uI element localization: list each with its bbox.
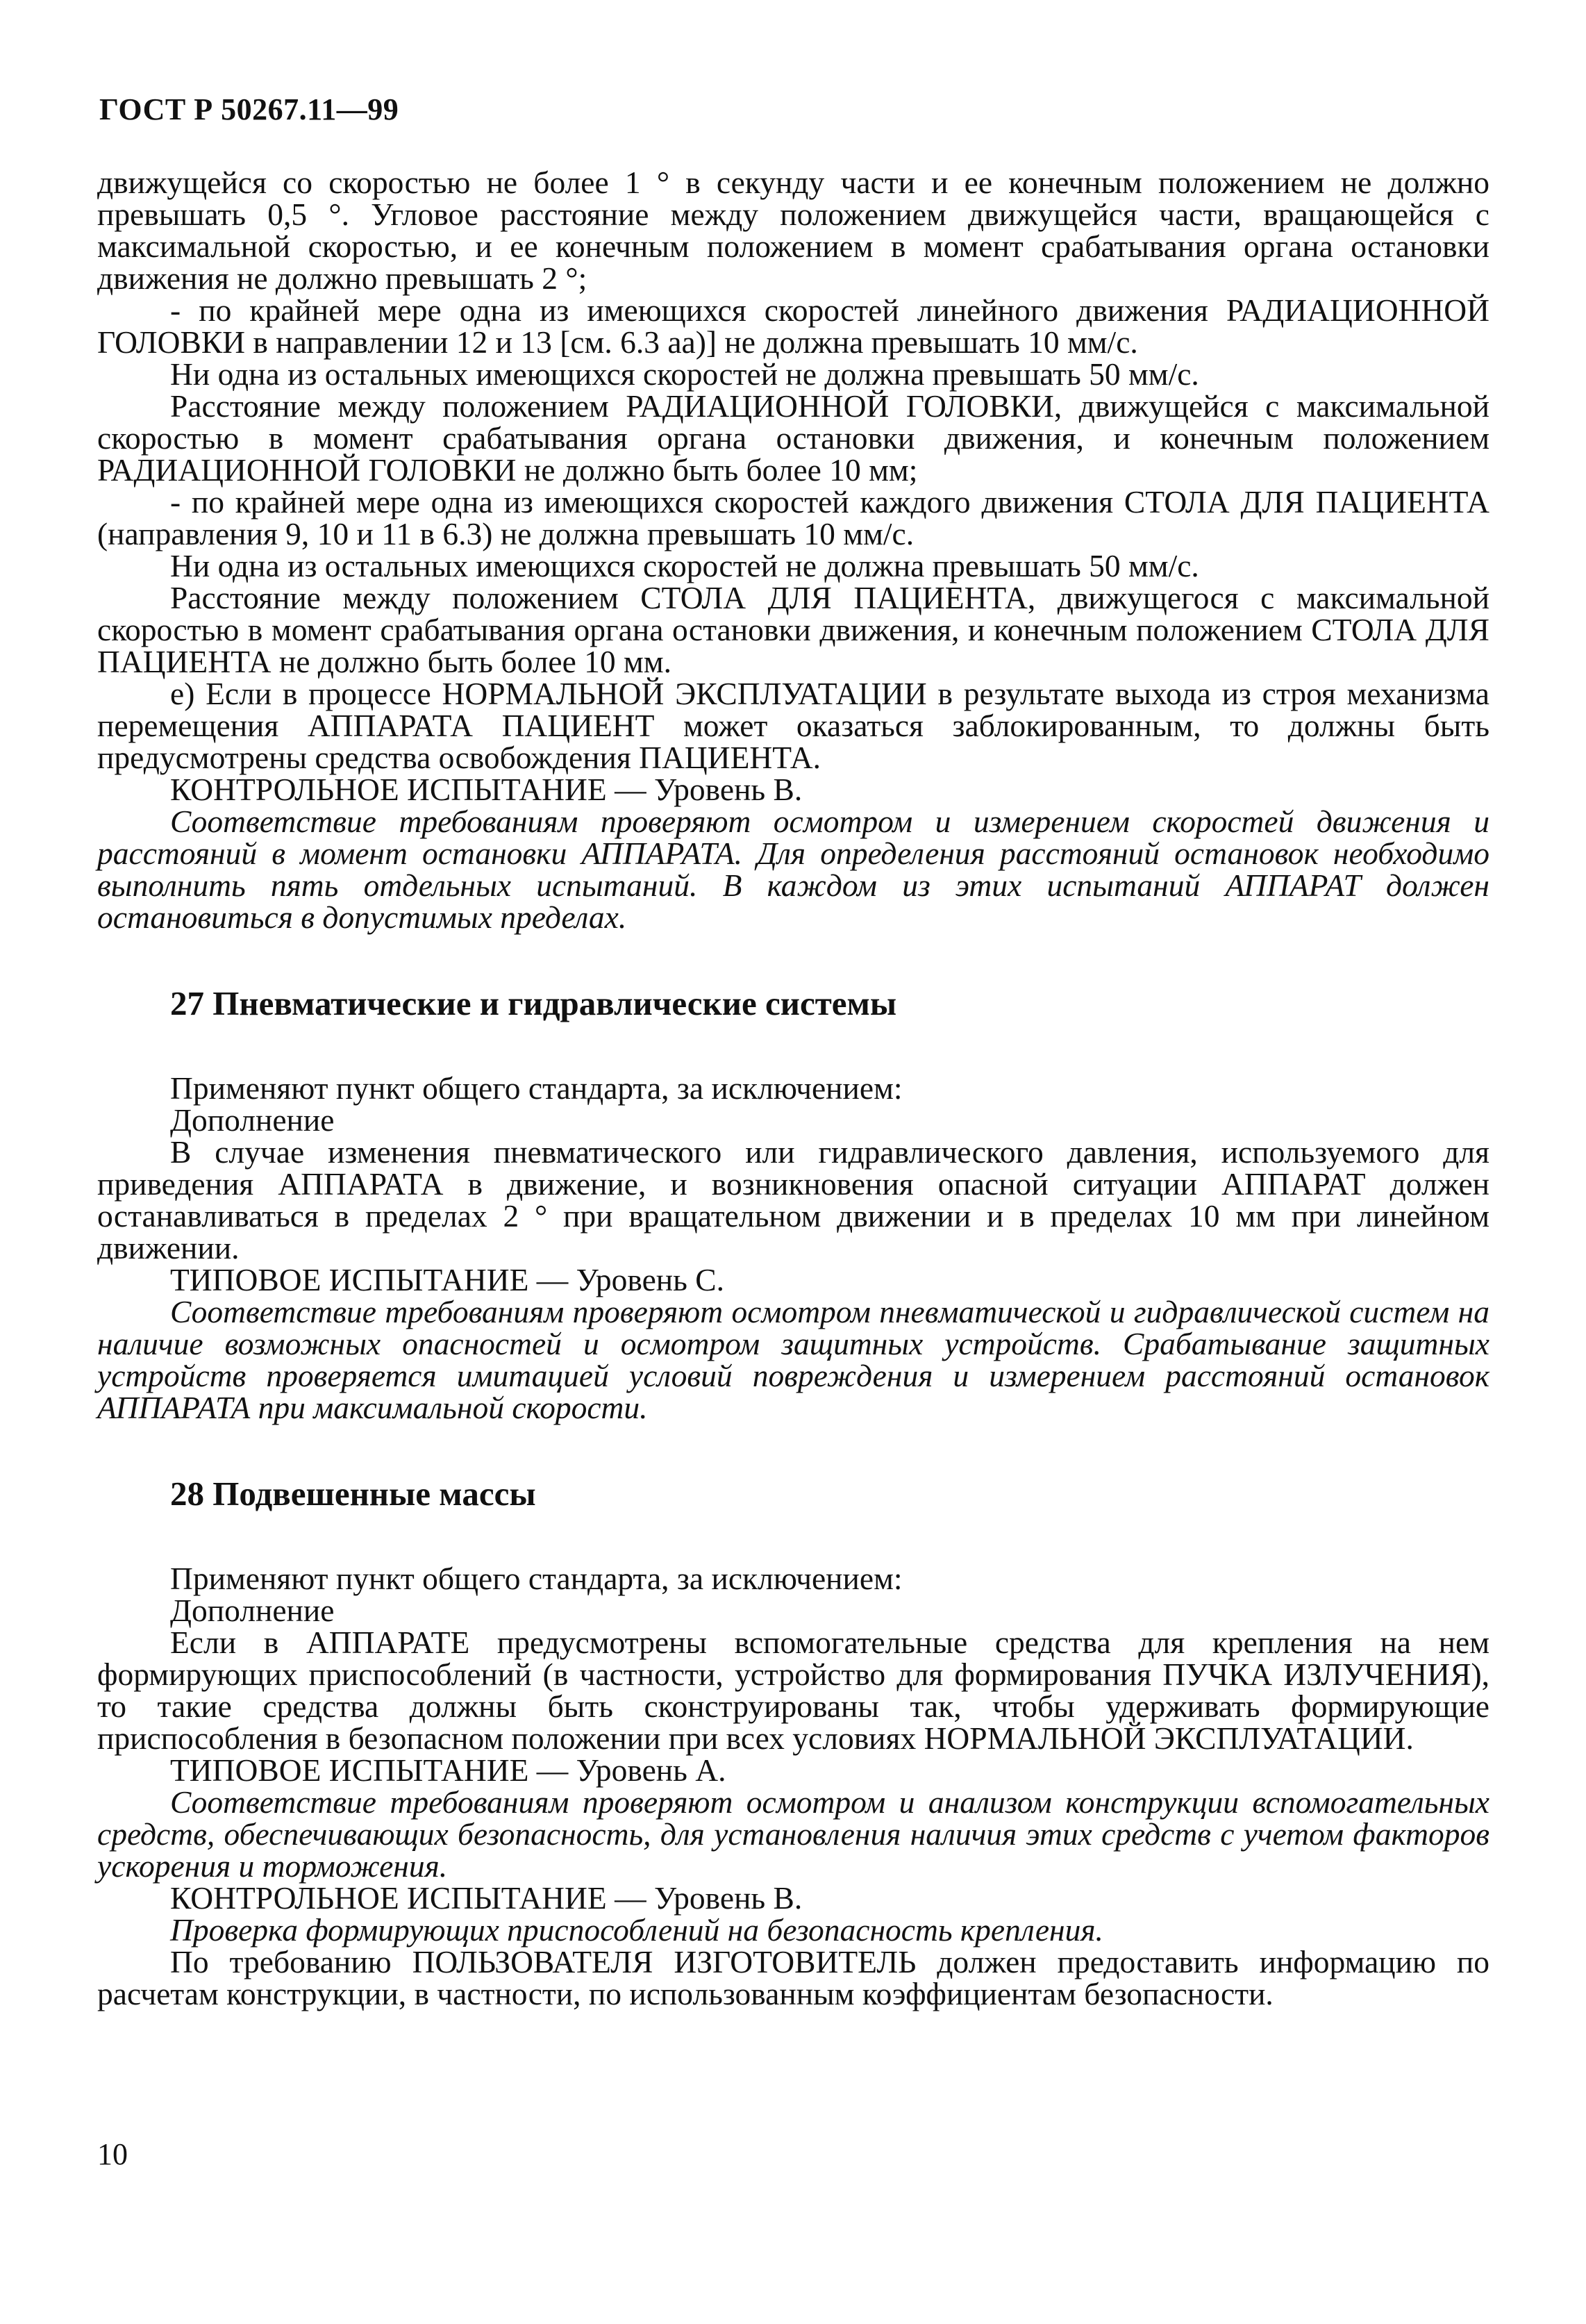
- paragraph: Применяют пункт общего стандарта, за исключением:: [170, 1070, 903, 1106]
- paragraph: Расстояние между положением РАДИАЦИОННОЙ ГОЛОВКИ, движущейся с максимальной скоростью в момент срабатывания органа остановки движения, и конечным положением РАДИАЦИОННОЙ ГОЛОВКИ не должно быть более 10 мм;: [97, 388, 1489, 488]
- compliance-note: Проверка формирующих приспособлений на безопасность крепления.: [170, 1912, 1103, 1948]
- paragraph: По требованию ПОЛЬЗОВАТЕЛЯ ИЗГОТОВИТЕЛЬ должен предоставить информацию по расчетам конструкции, в частности, по использованным коэффициентам безопасности.: [97, 1944, 1489, 2011]
- standard-number-header: ГОСТ Р 50267.11—99: [99, 92, 399, 126]
- compliance-note: Соответствие требованиям проверяют осмотром и анализом конструкции вспомогательных средств, обеспечивающих безопасность, для установления наличия этих средств с учетом факторов ускорения и торможения.: [97, 1784, 1489, 1884]
- section-title-28: 28 Подвешенные массы: [170, 1475, 536, 1513]
- paragraph: - по крайней мере одна из имеющихся скоростей каждого движения СТОЛА ДЛЯ ПАЦИЕНТА (направления 9, 10 и 11 в 6.3) не должна превышать 10 мм/с.: [97, 484, 1489, 551]
- paragraph: Дополнение: [170, 1102, 335, 1138]
- paragraph: Если в АППАРАТЕ предусмотрены вспомогательные средства для крепления на нем формирующих приспособлений (в частности, устройство для формирования ПУЧКА ИЗЛУЧЕНИЯ), то такие средства должны быть сконструированы так, чтобы удерживать формирующие приспособления в безопасном положении при всех условиях НОРМАЛЬНОЙ ЭКСПЛУАТАЦИИ.: [97, 1625, 1489, 1756]
- paragraph: Расстояние между положением СТОЛА ДЛЯ ПАЦИЕНТА, движущегося с максимальной скоростью в момент срабатывания органа остановки движения, и конечным положением СТОЛА ДЛЯ ПАЦИЕНТА не должно быть более 10 мм.: [97, 580, 1489, 679]
- paragraph: движущейся со скоростью не более 1 ° в секунду части и ее конечным положением не должно превышать 0,5 °. Угловое расстояние между положением движущейся части, вращающейся с максимальной скоростью, и ее конечным положением в момент срабатывания органа остановки движения не должно превышать 2 °;: [97, 165, 1489, 296]
- paragraph: Ни одна из остальных имеющихся скоростей не должна превышать 50 мм/с.: [170, 356, 1199, 392]
- test-level-line: КОНТРОЛЬНОЕ ИСПЫТАНИЕ — Уровень В.: [170, 1880, 803, 1916]
- test-level-line: ТИПОВОЕ ИСПЫТАНИЕ — Уровень С.: [170, 1262, 724, 1297]
- test-level-line: КОНТРОЛЬНОЕ ИСПЫТАНИЕ — Уровень В.: [170, 772, 803, 807]
- test-level-line: ТИПОВОЕ ИСПЫТАНИЕ — Уровень А.: [170, 1752, 726, 1788]
- page-number: 10: [97, 2137, 128, 2171]
- paragraph: е) Если в процессе НОРМАЛЬНОЙ ЭКСПЛУАТАЦИИ в результате выхода из строя механизма перемещения АППАРАТА ПАЦИЕНТ может оказаться заблокированным, то должны быть предусмотрены средства освобождения ПАЦИЕНТА.: [97, 676, 1489, 775]
- paragraph: Дополнение: [170, 1593, 335, 1628]
- paragraph: В случае изменения пневматического или гидравлического давления, используемого для приведения АППАРАТА в движение, и возникновения опасной ситуации АППАРАТ должен останавливаться в пределах 2 ° при вращательном движении и в пределах 10 мм при линейном движении.: [97, 1134, 1489, 1265]
- paragraph: - по крайней мере одна из имеющихся скоростей линейного движения РАДИАЦИОННОЙ ГОЛОВКИ в направлении 12 и 13 [см. 6.3 аа)] не должна превышать 10 мм/с.: [97, 292, 1489, 360]
- section-title-27: 27 Пневматические и гидравлические системы: [170, 984, 897, 1022]
- document-body: [97, 167, 1489, 2010]
- compliance-note: Соответствие требованиям проверяют осмотром и измерением скоростей движения и расстояний в момент остановки АППАРАТА. Для определения расстояний остановок необходимо выполнить пять отдельных испытаний. В каждом из этих испытаний АППАРАТ должен остановиться в допустимых пределах.: [97, 804, 1489, 935]
- compliance-note: Соответствие требованиям проверяют осмотром пневматической и гидравлической систем на наличие возможных опасностей и осмотром защитных устройств. Срабатывание защитных устройств проверяется имитацией условий повреждения и измерением расстояний остановок АППАРАТА при максимальной скорости.: [97, 1294, 1489, 1425]
- paragraph: Применяют пункт общего стандарта, за исключением:: [170, 1561, 903, 1596]
- paragraph: Ни одна из остальных имеющихся скоростей не должна превышать 50 мм/с.: [170, 548, 1199, 583]
